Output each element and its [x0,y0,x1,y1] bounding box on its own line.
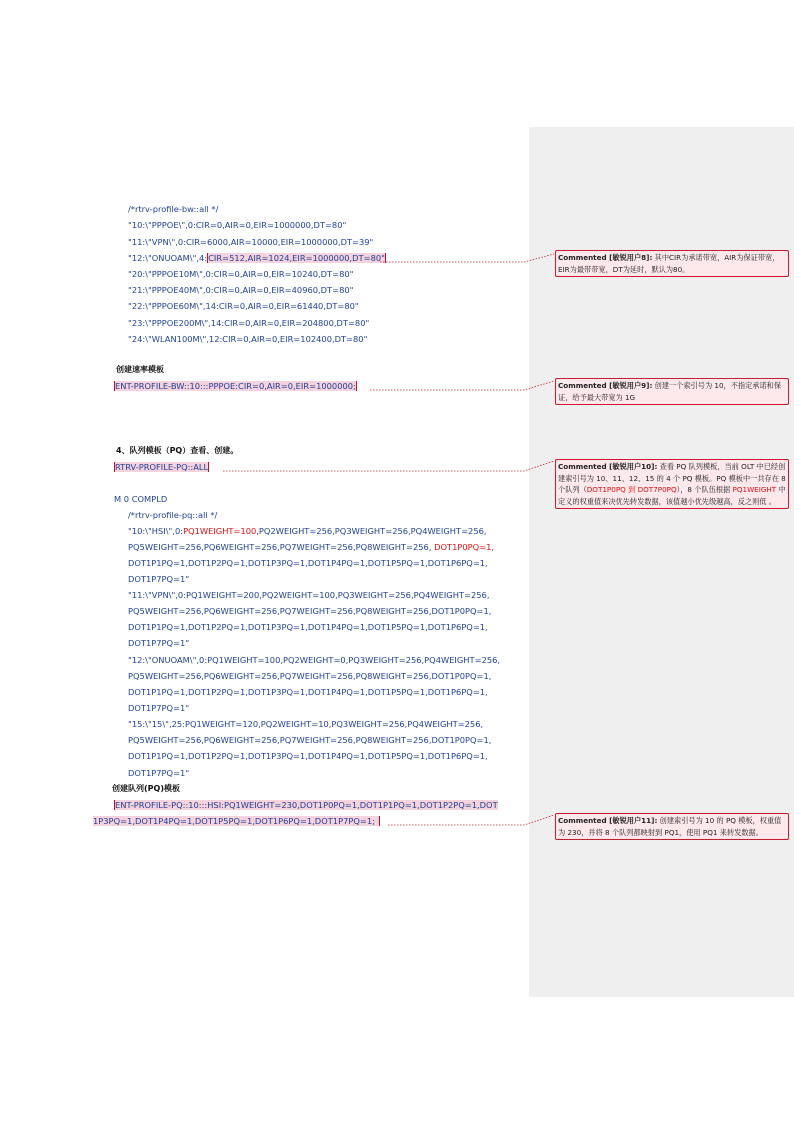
connector-line [223,461,554,471]
comment-balloon[interactable] [555,459,789,509]
comment-balloon[interactable] [555,813,789,840]
doc-line: DOT1P1PQ=1,DOT1P2PQ=1,DOT1P3PQ=1,DOT1P4PQ=1,DOT1P5PQ=1,DOT1P6PQ=1, [128,751,488,761]
comment-balloon[interactable] [555,378,789,405]
doc-text: PQ5WEIGHT=256,PQ6WEIGHT=256,PQ7WEIGHT=256,PQ8WEIGHT=256, [128,542,432,552]
doc-line: "23:\"PPPOE200M\",14:CIR=0,AIR=0,EIR=204800,DT=80" [128,318,370,328]
comment-author: Commented [敏锐用户8]: [558,253,653,262]
comment-highlight: DOT1P0PQ 到 DOT7P0PQ [586,485,677,494]
comment-author: Commented [敏锐用户11]: [558,816,658,825]
doc-line: "21:\"PPPOE40M\",0:CIR=0,AIR=0,EIR=40960,DT=80" [128,285,354,295]
comment-text: 中定义的权重值来决优先转发数据，该值越小优先级越高，反之则低 。 [558,485,786,506]
highlighted-text: PQ1WEIGHT=100 [183,526,257,536]
doc-line: PQ5WEIGHT=256,PQ6WEIGHT=256,PQ7WEIGHT=256,PQ8WEIGHT=256,DOT1P0PQ=1, [128,671,492,681]
comment-highlight: PQ1WEIGHT [732,485,777,494]
commented-range[interactable]: RTRV-PROFILE-PQ::ALL [115,462,209,472]
section-heading: 4、队列模板（PQ）查看、创建。 [116,446,239,455]
doc-line: DOT1P7PQ=1" [128,768,190,778]
connector-line [370,381,554,390]
commented-range[interactable]: CIR=512,AIR=1024,EIR=1000000,DT=80" [208,253,385,263]
doc-line: "11:\"VPN\",0:CIR=6000,AIR=10000,EIR=1000000,DT=39" [128,237,374,247]
doc-line: "24:\"WLAN100M\",12:CIR=0,AIR=0,EIR=102400,DT=80" [128,334,368,344]
doc-line: DOT1P7PQ=1" [128,703,190,713]
comment-balloon[interactable] [555,250,789,277]
connector-line [388,815,554,825]
doc-line: "12:\"ONUOAM\",0:PQ1WEIGHT=100,PQ2WEIGHT=0,PQ3WEIGHT=256,PQ4WEIGHT=256, [128,655,501,665]
comment-text: ），8 个队伍根据 [676,485,733,494]
comment-text: 查看 PQ 队列模板，当前 OLT 中已经创建索引号为 10、11、12、15 的 4 个 PQ 模板。PQ 模板中一共存在 8 个队列（ [558,462,786,494]
highlighted-text: DOT1P0PQ=1, [434,542,495,552]
doc-line: /*rtrv-profile-pq::all */ [128,510,218,520]
doc-line: "15:\"15\",25:PQ1WEIGHT=120,PQ2WEIGHT=10,PQ3WEIGHT=256,PQ4WEIGHT=256, [128,719,484,729]
comment-text: 创建索引号为 10 的 PQ 模板，权重值为 230，并将 8 个队列都映射到 PQ1，使用 PQ1 来转发数据。 [558,816,782,837]
doc-line: DOT1P1PQ=1,DOT1P2PQ=1,DOT1P3PQ=1,DOT1P4PQ=1,DOT1P5PQ=1,DOT1P6PQ=1, [128,558,488,568]
commented-range[interactable]: ENT-PROFILE-BW::10:::PPPOE:CIR=0,AIR=0,EIR=1000000; [115,381,356,391]
doc-line: PQ5WEIGHT=256,PQ6WEIGHT=256,PQ7WEIGHT=256,PQ8WEIGHT=256,DOT1P0PQ=1, [128,606,492,616]
comment-author: Commented [敏锐用户9]: [558,381,653,390]
comment-text: 其中CIR为承诺带宽，AIR为保证带宽，EIR为最带带宽，DT为延时，默认为80。 [558,253,780,274]
doc-line: "22:\"PPPOE60M\",14:CIR=0,AIR=0,EIR=61440,DT=80" [128,301,359,311]
doc-line: DOT1P7PQ=1" [128,638,190,648]
doc-line: DOT1P7PQ=1" [128,574,190,584]
doc-line: "11:\"VPN\",0:PQ1WEIGHT=200,PQ2WEIGHT=100,PQ3WEIGHT=256,PQ4WEIGHT=256, [128,590,490,600]
connector-line [380,254,554,262]
commented-range[interactable]: ENT-PROFILE-PQ::10:::HSI:PQ1WEIGHT=230,DOT1P0PQ=1,DOT1P1PQ=1,DOT1P2PQ=1,DOT [115,800,498,810]
doc-line: PQ5WEIGHT=256,PQ6WEIGHT=256,PQ7WEIGHT=256,PQ8WEIGHT=256,DOT1P0PQ=1, [128,735,492,745]
comment-author: Commented [敏锐用户10]: [558,462,658,471]
comment-text: 创建一个索引号为 10，不指定承诺和保证，给予最大带宽为 1G [558,381,782,402]
doc-text: ,PQ2WEIGHT=256,PQ3WEIGHT=256,PQ4WEIGHT=256, [256,526,487,536]
doc-line: "10:\"PPPOE\",0:CIR=0,AIR=0,EIR=1000000,DT=80" [128,220,347,230]
section-heading: 创建队列(PQ)模板 [112,784,180,793]
doc-line: DOT1P1PQ=1,DOT1P2PQ=1,DOT1P3PQ=1,DOT1P4PQ=1,DOT1P5PQ=1,DOT1P6PQ=1, [128,622,488,632]
doc-line: M 0 COMPLD [114,494,168,504]
doc-text: "12:\"ONUOAM\",4: [128,253,208,263]
doc-line: /*rtrv-profile-bw::all */ [128,204,219,214]
doc-line: "20:\"PPPOE10M\",0:CIR=0,AIR=0,EIR=10240,DT=80" [128,269,354,279]
doc-text: "10:\"HSI\",0: [128,526,184,536]
section-heading: 创建速率模板 [116,365,164,374]
doc-line: DOT1P1PQ=1,DOT1P2PQ=1,DOT1P3PQ=1,DOT1P4PQ=1,DOT1P5PQ=1,DOT1P6PQ=1, [128,687,488,697]
commented-range[interactable]: 1P3PQ=1,DOT1P4PQ=1,DOT1P5PQ=1,DOT1P6PQ=1,DOT1P7PQ=1; [93,816,380,826]
